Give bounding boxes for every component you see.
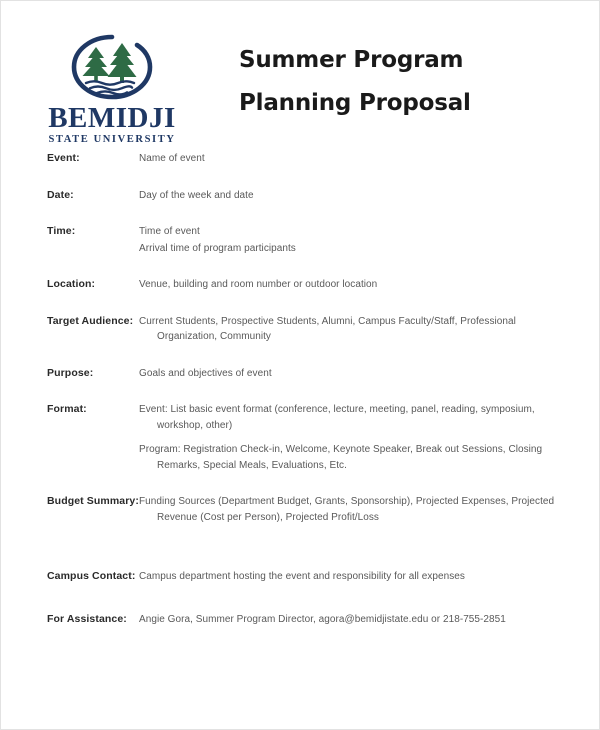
field-label: Purpose: — [47, 366, 94, 379]
field-value-paragraph: Arrival time of program participants — [139, 242, 296, 254]
page-title-line-2: Planning Proposal — [239, 90, 471, 116]
field-value-paragraph-program: Program: Registration Check-in, Welcome, Keynote Speaker, Break out Sessions, Closing Remarks, Special Meals, Evaluations, Etc. — [139, 444, 543, 471]
field-row-for-assistance — [1, 612, 599, 628]
field-value — [139, 612, 555, 628]
field-row-format — [1, 402, 599, 473]
field-label: Location: — [47, 278, 96, 290]
bemidji-pines-logo-icon — [64, 31, 160, 103]
field-value-paragraph: Time of event — [139, 226, 200, 237]
logo-wordmark: BEMIDJI — [48, 102, 176, 134]
field-row-campus-contact — [1, 569, 599, 585]
field-value-paragraph: Venue, building and room number or outdoor location — [139, 279, 378, 290]
field-value — [139, 277, 555, 293]
field-row-date — [1, 188, 599, 204]
field-label: Target Audience: — [47, 314, 134, 327]
field-row-location — [1, 277, 599, 293]
field-value — [139, 151, 555, 167]
university-logo — [37, 31, 187, 146]
field-label: Budget Summary: — [47, 495, 139, 507]
field-value-paragraph: Angie Gora, Summer Program Director, agora@bemidjistate.edu or 218-755-2851 — [139, 613, 506, 625]
field-label: Time: — [47, 225, 76, 237]
field-value-paragraph: Day of the week and date — [139, 189, 254, 201]
field-value-paragraph: Current Students, Prospective Students, Alumni, Campus Faculty/Staff, Professional Organization, Community — [139, 315, 516, 342]
field-value — [139, 569, 555, 585]
page-title-line-1: Summer Program — [239, 47, 464, 73]
logo-subwordmark: STATE UNIVERSITY — [48, 134, 176, 145]
field-label: Date: — [47, 188, 74, 201]
document-header — [1, 1, 599, 151]
field-value — [139, 314, 555, 345]
field-row-time — [1, 224, 599, 256]
field-value-paragraph: Campus department hosting the event and responsibility for all expenses — [139, 571, 465, 582]
field-row-target-audience — [1, 314, 599, 345]
field-value — [139, 224, 555, 256]
field-value — [139, 402, 555, 473]
field-label: Format: — [47, 403, 87, 415]
field-value-paragraph: Name of event — [139, 153, 205, 164]
field-label: Campus Contact: — [47, 570, 136, 582]
page-title — [239, 49, 569, 115]
field-value — [139, 188, 555, 204]
field-value — [139, 366, 555, 382]
field-row-purpose — [1, 366, 599, 382]
field-label: For Assistance: — [47, 612, 127, 625]
field-value-paragraph-event: Event: List basic event format (conference, lecture, meeting, panel, reading, symposium, workshop, other) — [139, 404, 535, 431]
field-value-paragraph: Funding Sources (Department Budget, Grants, Sponsorship), Projected Expenses, Projected Revenue (Cost per Person), Projected Profit/Loss — [139, 496, 555, 523]
field-label: Event: — [47, 152, 80, 164]
field-row-budget-summary — [1, 494, 599, 525]
proposal-fields — [1, 151, 599, 627]
field-row-event — [1, 151, 599, 167]
field-value-paragraph: Goals and objectives of event — [139, 367, 272, 379]
field-value — [139, 494, 555, 525]
